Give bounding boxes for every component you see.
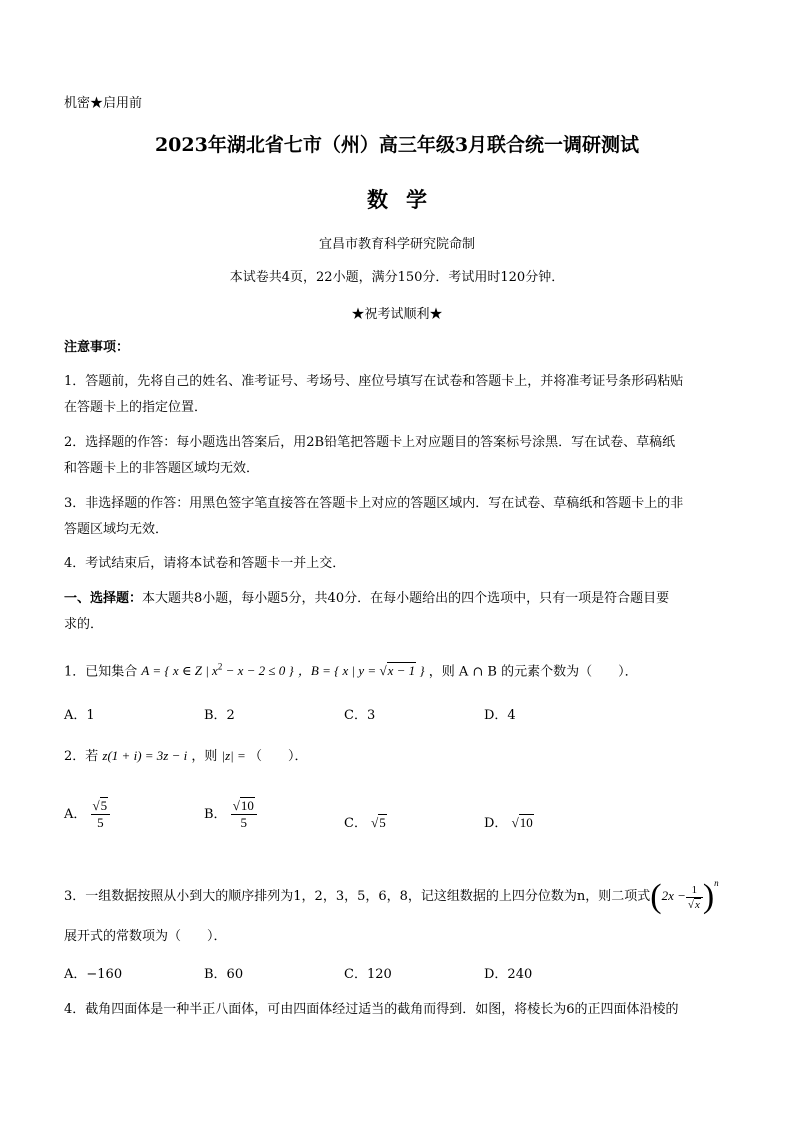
q2-option-a-numerator: 5	[100, 798, 108, 813]
q2-option-d-radicand: 10	[519, 815, 533, 830]
q3-option-a[interactable]: A．−160	[64, 967, 123, 982]
section-1-label: 一、选择题：	[64, 591, 143, 606]
note-2-line-2: 和答题卡上的非答题区域均无效．	[64, 461, 260, 476]
section-1-text: 本大题共8小题，每小题5分，共40分．在每小题给出的四个选项中，只有一项是符合题目要	[142, 591, 670, 606]
q2-option-d[interactable]: D． √10	[484, 815, 533, 831]
q3-binomial: (2x − $\frac{1}{√x}$ )$^n$	[650, 878, 719, 916]
q2-option-b-label: B．	[204, 807, 227, 822]
q1-sqrt: √x − 1	[379, 663, 416, 679]
q2-option-a-fraction: $\frac{√5}{5}$	[91, 798, 111, 831]
q1-set-a-rest: − x − 2 ≤ 0 }	[222, 663, 294, 679]
confidential-label: 机密★启用前	[64, 96, 143, 111]
note-1-line-2: 在答题卡上的指定位置．	[64, 400, 208, 415]
q4-line-1: 4．截角四面体是一种半正八面体，可由四面体经过适当的截角而得到．如图，将棱长为6的正四面体沿棱的	[64, 1002, 679, 1017]
q2-option-c-label: C．	[344, 816, 367, 831]
wish-line: ★祝考试顺利★	[351, 307, 443, 322]
q2-option-d-label: D．	[484, 816, 508, 831]
exam-info: 本试卷共4页，22小题，满分150分．考试用时120分钟．	[229, 270, 565, 285]
author-line: 宜昌市教育科学研究院命制	[318, 237, 475, 252]
q1-option-c[interactable]: C．3	[344, 708, 376, 723]
q1-set-b-end: }	[416, 663, 425, 679]
q1-set-b-text: ，B = { x | y =	[297, 663, 380, 679]
notes-heading: 注意事项：	[64, 340, 130, 355]
q3-line-2: 展开式的常数项为（ ）．	[64, 929, 227, 944]
section-1-intro	[64, 588, 669, 610]
q1-sqrt-radicand: x − 1	[387, 663, 416, 679]
section-1-line-2: 求的．	[64, 617, 104, 632]
q2-option-a-denominator: 5	[97, 815, 104, 830]
q1-option-b[interactable]: B．2	[204, 708, 235, 723]
note-3-line-1: 3．非选择题的作答：用黑色签字笔直接答在答题卡上对应的答题区域内．写在试卷、草稿纸和答题卡上的非	[64, 496, 684, 511]
q3-binomial-exponent: n	[714, 878, 719, 888]
q2-mid: ，则	[191, 749, 218, 764]
q1-option-a[interactable]: A．1	[64, 708, 95, 723]
question-1	[64, 656, 638, 683]
q2-prefix: 2．若	[64, 749, 99, 764]
q3-option-d[interactable]: D．240	[484, 967, 533, 982]
note-4-line-1: 4．考试结束后，请将本试卷和答题卡一并上交．	[64, 556, 346, 571]
q1-suffix: ，则 A ∩ B 的元素个数为（ ）．	[428, 664, 638, 680]
q2-option-b-fraction: $\frac{√10}{5}$	[231, 798, 257, 831]
q2-option-a[interactable]	[64, 798, 110, 831]
subject-title: 数学	[367, 187, 445, 212]
q2-abs: |z| =	[221, 748, 250, 763]
exam-title: 2023年湖北省七市（州）高三年级3月联合统一调研测试	[154, 134, 640, 156]
q1-set-a-text: A = { x ∈ Z | x	[141, 663, 218, 679]
q1-set-b	[298, 663, 425, 678]
note-3-line-2: 答题区域均无效．	[64, 522, 169, 537]
q2-option-b[interactable]	[204, 798, 257, 831]
q1-option-d[interactable]: D．4	[484, 708, 516, 723]
q1-prefix: 1．已知集合	[64, 664, 138, 680]
note-1-line-1: 1．答题前，先将自己的姓名、准考证号、考场号、座位号填写在试卷和答题卡上，并将准考证号条形码粘贴	[64, 374, 684, 389]
q3-option-c[interactable]: C．120	[344, 967, 392, 982]
q3-option-b[interactable]: B．60	[204, 967, 244, 982]
q2-expression: z(1 + i) = 3z − i	[102, 748, 188, 763]
q1-set-a-exponent: 2	[217, 662, 223, 672]
q1-set-a	[141, 663, 293, 678]
q3-binomial-fraction: $\frac{1}{√x}$	[686, 883, 703, 912]
q3-binomial-radicand: x	[694, 898, 700, 911]
note-2-line-1: 2．选择题的作答：每小题选出答案后，用2B铅笔把答题卡上对应题目的答案标号涂黑．写在试卷、草稿纸	[64, 435, 676, 450]
q2-option-b-denominator: 5	[240, 815, 248, 830]
q2-option-c-radicand: 5	[379, 815, 386, 830]
question-3	[64, 876, 719, 917]
question-2	[64, 745, 308, 768]
q3-line-1: 3．一组数据按照从小到大的顺序排列为1，2，3，5，6，8，记这组数据的上四分位数为n，则二项式	[64, 889, 651, 904]
q3-binomial-left: 2x −	[661, 888, 686, 903]
q2-option-c[interactable]: C． √5	[344, 815, 386, 831]
q2-option-a-label: A．	[64, 807, 87, 822]
q3-binomial-numerator: 1	[686, 883, 703, 898]
q2-option-b-numerator: 10	[240, 798, 254, 813]
q2-suffix: （ ）．	[249, 749, 308, 764]
